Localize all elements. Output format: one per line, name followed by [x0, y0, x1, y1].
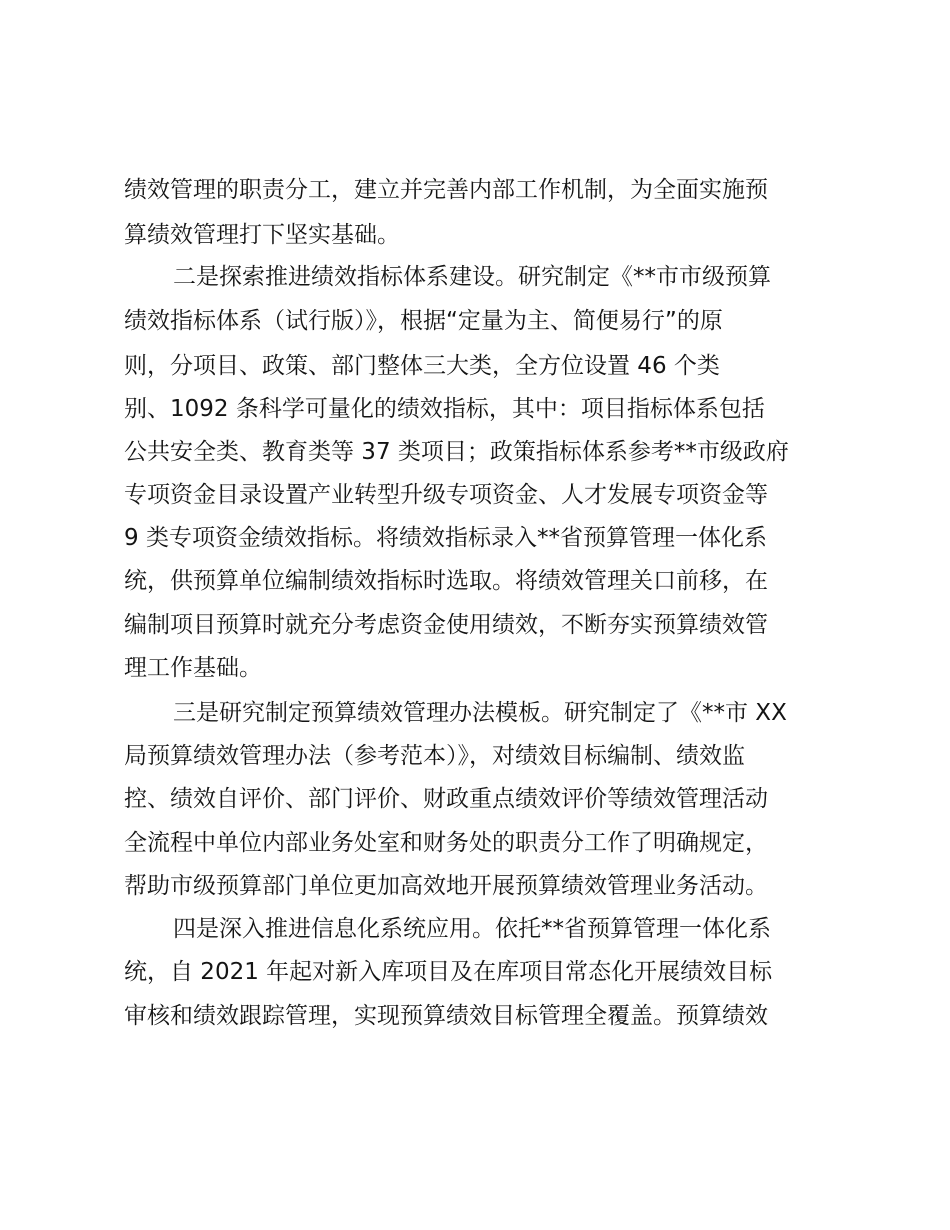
text-line: 统，自 2021 年起对新入库项目及在库项目常态化开展绩效目标: [124, 959, 773, 985]
text-line: 控、绩效自评价、部门评价、财政重点绩效评价等绩效管理活动: [124, 786, 768, 812]
text-line: 全流程中单位内部业务处室和财务处的职责分工作了明确规定，: [124, 830, 768, 856]
paragraph-first-line: 四是深入推进信息化系统应用。依托**省预算管理一体化系: [173, 916, 771, 942]
text-line: 局预算绩效管理办法（参考范本）》，对绩效目标编制、绩效监: [124, 743, 745, 769]
text-line: 算绩效管理打下坚实基础。: [124, 222, 400, 248]
text-line: 9 类专项资金绩效指标。将绩效指标录入**省预算管理一体化系: [124, 525, 767, 551]
text-line: 统，供预算单位编制绩效指标时选取。将绩效管理关口前移，在: [124, 568, 768, 594]
text-line: 绩效管理的职责分工，建立并完善内部工作机制，为全面实施预: [124, 177, 768, 203]
text-line: 别、1092 条科学可量化的绩效指标，其中：项目指标体系包括: [124, 396, 765, 422]
text-line: 专项资金目录设置产业转型升级专项资金、人才发展专项资金等: [124, 482, 768, 508]
text-line: 帮助市级预算部门单位更加高效地开展预算绩效管理业务活动。: [124, 873, 768, 899]
text-line: 理工作基础。: [124, 655, 262, 681]
text-line: 编制项目预算时就充分考虑资金使用绩效，不断夯实预算绩效管: [124, 612, 768, 638]
text-line: 则，分项目、政策、部门整体三大类，全方位设置 46 个类: [124, 353, 720, 379]
text-line: 审核和绩效跟踪管理，实现预算绩效目标管理全覆盖。预算绩效: [124, 1003, 768, 1029]
paragraph-first-line: 三是研究制定预算绩效管理办法模板。研究制定了《**市 XX: [173, 700, 787, 726]
text-line: 公共安全类、教育类等 37 类项目；政策指标体系参考**市级政府: [124, 439, 789, 465]
text-line: 绩效指标体系（试行版）》，根据“定量为主、简便易行”的原: [124, 308, 723, 334]
paragraph-first-line: 二是探索推进绩效指标体系建设。研究制定《**市市级预算: [173, 264, 771, 290]
